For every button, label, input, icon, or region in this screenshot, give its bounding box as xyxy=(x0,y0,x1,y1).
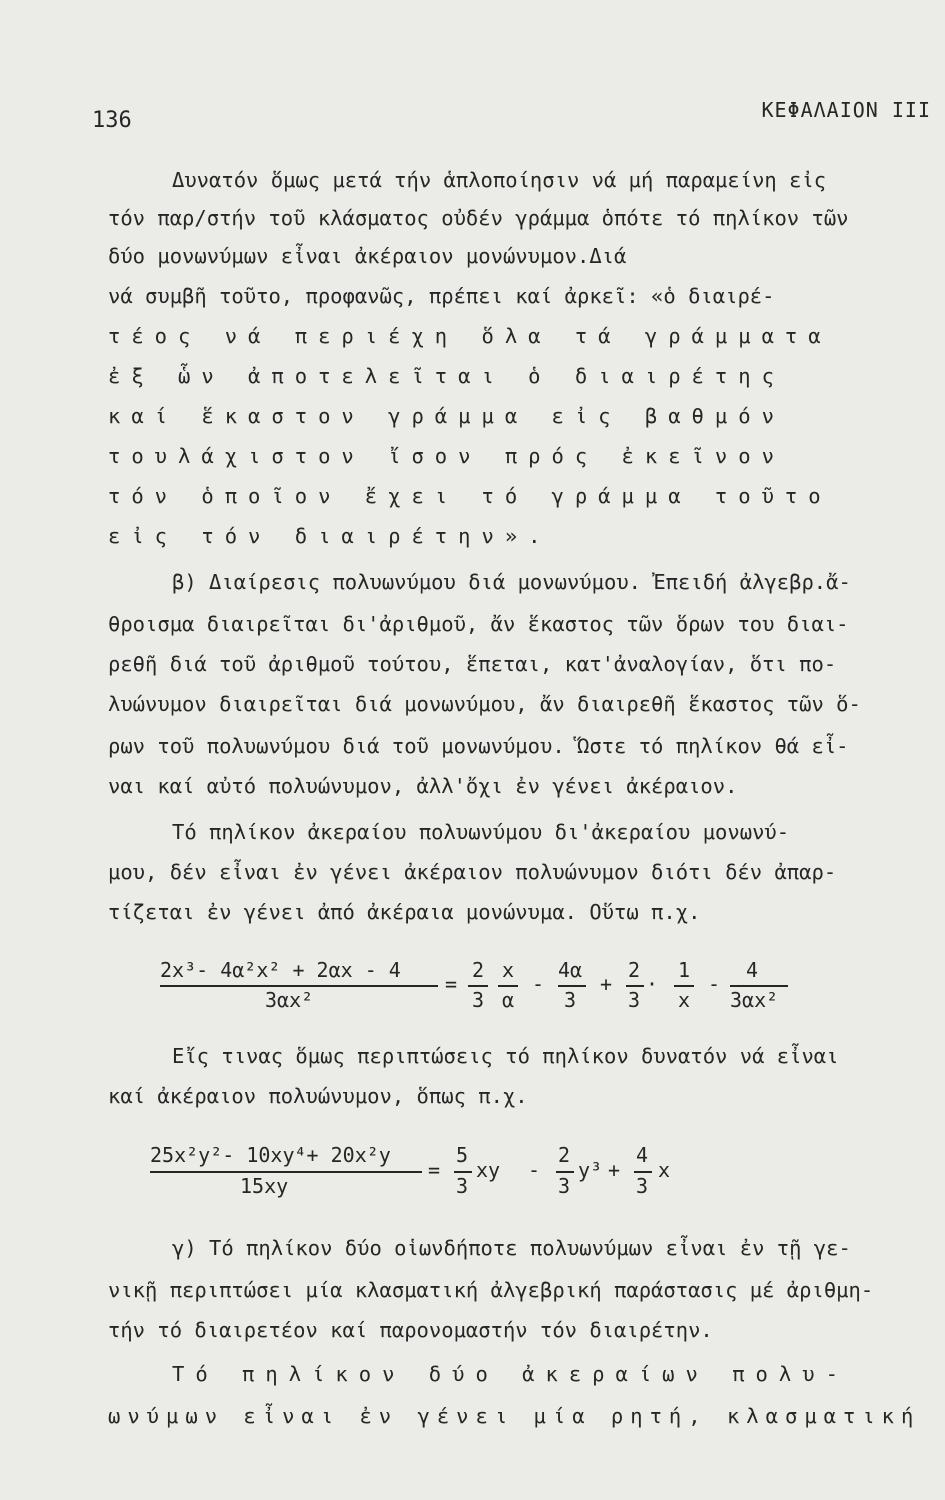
fraction-bar xyxy=(730,985,788,987)
text-line: τόν παρ/στήν τοῦ κλάσματος οὐδέν γράμμα ὁπότε τό πηλίκον τῶν xyxy=(108,206,849,230)
eq1-lhs-denominator: 3αx² xyxy=(265,988,314,1012)
eq2-lhs-numerator: 25x²y²- 10xy⁴+ 20x²y xyxy=(150,1143,391,1167)
fraction-bar xyxy=(674,985,694,987)
chapter-heading: ΚΕΦΑΛΑΙΟΝ ΙΙΙ xyxy=(761,98,931,122)
book-page: 136 ΚΕΦΑΛΑΙΟΝ ΙΙΙ Δυνατόν ὅμως μετά τήν ἁπλοποίησιν νά μή παραμείνη εἰς τόν παρ/στήν τοῦ κλάσματος οὐδέν γράμμα ὁπότε τό πηλίκον τῶν δύο μονωνύμων εἶναι ἀκέραιον μονώνυμον.Διά νά συμβῆ τοῦτο, προφανῶς, πρέπει καί ἀρκεῖ: «ὁ διαιρέ- τέος νά περιέχη ὅλα τά γράμματα ἐξ ὧν ἀποτελεῖται ὁ διαιρέτης καί ἕκαστον γράμμα εἰς βαθμόν τουλάχιστον ἴσον πρός ἐκεῖνον τόν ὁποῖον ἔχει τό γράμμα τοῦτο εἰς τόν διαιρέτην». β) Διαίρεσις πολυωνύμου διά μονωνύμου. Ἐπειδή ἀλγεβρ.ἄ- θροισμα διαιρεῖται δι'ἀριθμοῦ, ἄν ἕκαστος τῶν ὅρων του διαι- ρεθῆ διά τοῦ ἀριθμοῦ τούτου, ἕπεται, κατ'ἀναλογίαν, ὅτι πο- λυώνυμον διαιρεῖται διά μονωνύμου, ἄν διαιρεθῆ ἕκαστος τῶν ὅ- ρων τοῦ πολυωνύμου διά τοῦ μονωνύμου. Ὥστε τό πηλίκον θά εἶ- ναι καί αὐτό πολυώνυμον, ἀλλ'ὄχι ἐν γένει ἀκέραιον. Τό πηλίκον ἀκεραίου πολυωνύμου δι'ἀκεραίου μονωνύ- μου, δέν εἶναι ἐν γένει ἀκέραιον πολυώνυμον διότι δέν ἀπαρ- τίζεται ἐν γένει ἀπό ἀκέραια μονώνυμα. Οὕτω π.χ. 2x³- 4α²x² + 2αx - 4 3αx² = 2 3 x α - 4α 3 + 2 3 · 1 x - 4 3αx² Εἴς τινας ὅμως περιπτώσεις τό πηλίκον δυνατόν νά εἶναι καί ἀκέραιον πολυώνυμον, ὅπως π.χ. 25x²y²- 10xy⁴+ 20x²y 15xy = 5 3 xy - 2 3 y³ + 4 3 x γ) Τό πηλίκον δύο οἱωνδήποτε πολυωνύμων εἶναι ἐν τῇ γε- νικῇ περιπτώσει μία κλασματική ἀλγεβρική παράστασις μέ ἀριθμη- τήν τό διαιρετέον καί παρονομαστήν τόν διαιρέτην. Τό πηλίκον δύο ἀκεραίων πολυ- ωνύμων εἶναι ἐν γένει μία ρητή, κλασματική xyxy=(92,98,931,1428)
section-heading-line: γ) Τό πηλίκον δύο οἱωνδήποτε πολυωνύμων εἶναι ἐν τῇ γε- xyxy=(172,1236,851,1260)
text-line: δύο μονωνύμων εἶναι ἀκέραιον μονώνυμον.Διά xyxy=(108,244,627,268)
text-line: θροισμα διαιρεῖται δι'ἀριθμοῦ, ἄν ἕκαστος τῶν ὅρων του διαι- xyxy=(108,612,849,636)
fraction-bar xyxy=(454,1171,472,1173)
fraction-bar xyxy=(468,985,488,987)
text-line: εἰς τόν διαιρέτην». xyxy=(108,524,552,548)
text-line: τέος νά περιέχη ὅλα τά γράμματα xyxy=(108,324,832,348)
text-line: ωνύμων εἶναι ἐν γένει μία ρητή, κλασματική xyxy=(108,1404,921,1428)
section-heading-line: β) Διαίρεσις πολυωνύμου διά μονωνύμου. Ἐπειδή ἀλγεβρ.ἄ- xyxy=(172,570,851,594)
text-line: Εἴς τινας ὅμως περιπτώσεις τό πηλίκον δυνατόν νά εἶναι xyxy=(172,1044,839,1068)
fraction-bar xyxy=(558,985,586,987)
text-line: ρων τοῦ πολυωνύμου διά τοῦ μονωνύμου. Ὥστε τό πηλίκον θά εἶ- xyxy=(108,734,849,758)
text-line: ρεθῆ διά τοῦ ἀριθμοῦ τούτου, ἕπεται, κατ'ἀναλογίαν, ὅτι πο- xyxy=(108,652,837,676)
text-line: Δυνατόν ὅμως μετά τήν ἁπλοποίησιν νά μή παραμείνη εἰς xyxy=(172,168,827,192)
text-line: τουλάχιστον ἴσον πρός ἐκεῖνον xyxy=(108,444,785,468)
fraction-bar xyxy=(634,1171,652,1173)
text-line: τήν τό διαιρετέον καί παρονομαστήν τόν διαιρέτην. xyxy=(108,1318,713,1342)
text-line: Τό πηλίκον ἀκεραίου πολυωνύμου δι'ἀκεραίου μονωνύ- xyxy=(172,820,790,844)
text-line: ναι καί αὐτό πολυώνυμον, ἀλλ'ὄχι ἐν γένει ἀκέραιον. xyxy=(108,774,738,798)
fraction-bar xyxy=(498,985,518,987)
eq2-lhs-denominator: 15xy xyxy=(240,1174,289,1198)
text-line: ἐξ ὧν ἀποτελεῖται ὁ διαιρέτης xyxy=(108,364,785,388)
text-line: νά συμβῆ τοῦτο, προφανῶς, πρέπει καί ἀρκεῖ: «ὁ διαιρέ- xyxy=(108,284,775,308)
text-line: νικῇ περιπτώσει μία κλασματική ἀλγεβρική παράστασις μέ ἀριθμη- xyxy=(108,1278,874,1302)
page-number: 136 xyxy=(92,108,132,133)
text-line: τίζεται ἐν γένει ἀπό ἀκέραια μονώνυμα. Οὕτω π.χ. xyxy=(108,900,701,924)
text-line: καί ἕκαστον γράμμα εἰς βαθμόν xyxy=(108,404,785,428)
fraction-bar xyxy=(160,985,438,987)
eq1-lhs-numerator: 2x³- 4α²x² + 2αx - 4 xyxy=(160,958,401,982)
fraction-bar xyxy=(556,1171,574,1173)
fraction-bar xyxy=(626,985,644,987)
text-line: μου, δέν εἶναι ἐν γένει ἀκέραιον πολυώνυμον διότι δέν ἀπαρ- xyxy=(108,860,837,884)
text-line: τόν ὁποῖον ἔχει τό γράμμα τοῦτο xyxy=(108,484,832,508)
fraction-bar xyxy=(150,1171,422,1173)
text-line: Τό πηλίκον δύο ἀκεραίων πολυ- xyxy=(172,1362,849,1386)
text-line: λυώνυμον διαιρεῖται διά μονωνύμου, ἄν διαιρεθῆ ἕκαστος τῶν ὅ- xyxy=(108,692,861,716)
text-line: καί ἀκέραιον πολυώνυμον, ὅπως π.χ. xyxy=(108,1084,528,1108)
